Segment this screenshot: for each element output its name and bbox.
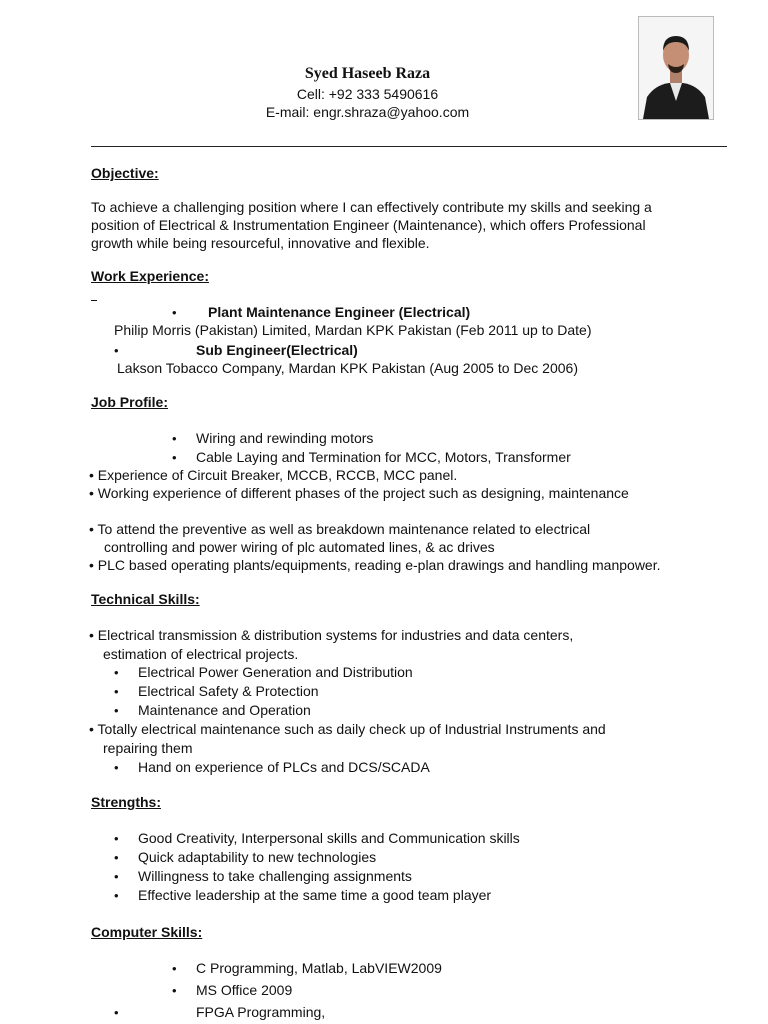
list-item: Electrical Power Generation and Distribution xyxy=(138,664,413,680)
candidate-name: Syed Haseeb Raza xyxy=(304,65,431,82)
header-divider xyxy=(91,146,727,147)
objective-line: To achieve a challenging position where I can effectively contribute my skills and seeking a xyxy=(91,199,652,215)
bullet-icon: • xyxy=(114,850,119,865)
job-title: Plant Maintenance Engineer (Electrical) xyxy=(208,304,471,320)
bullet-icon: • xyxy=(114,1005,119,1020)
list-item: Wiring and rewinding motors xyxy=(196,430,374,446)
bullet-icon: • xyxy=(172,450,177,465)
profile-line: • Experience of Circuit Breaker, MCCB, RCCB, MCC panel. xyxy=(89,467,458,483)
profile-line: • To attend the preventive as well as breakdown maintenance related to electrical xyxy=(89,521,591,537)
bullet-icon: • xyxy=(114,665,119,680)
list-item: Willingness to take challenging assignments xyxy=(138,868,412,884)
bullet-icon: • xyxy=(172,431,177,446)
objective-line: growth while being resourceful, innovative and flexible. xyxy=(91,235,430,251)
list-item: C Programming, Matlab, LabVIEW2009 xyxy=(196,960,442,976)
skill-line: • Electrical transmission & distribution systems for industries and data centers, xyxy=(89,627,574,643)
list-item: FPGA Programming, xyxy=(196,1004,326,1020)
job-company: Philip Morris (Pakistan) Limited, Mardan KPK Pakistan (Feb 2011 up to Date) xyxy=(114,322,592,338)
profile-line: • Working experience of different phases of the project such as designing, maintenance xyxy=(89,485,629,501)
skill-line: estimation of electrical projects. xyxy=(103,646,299,662)
work-experience-heading: Work Experience: xyxy=(91,268,210,284)
list-item: Cable Laying and Termination for MCC, Motors, Transformer xyxy=(196,449,571,465)
list-item: Electrical Safety & Protection xyxy=(138,683,319,699)
job-title: Sub Engineer(Electrical) xyxy=(196,342,358,358)
technical-skills-heading: Technical Skills: xyxy=(91,591,200,607)
bullet-icon: • xyxy=(114,869,119,884)
list-item: Maintenance and Operation xyxy=(138,702,311,718)
bullet-icon: • xyxy=(114,343,119,358)
bullet-icon: • xyxy=(114,684,119,699)
job-profile-heading: Job Profile: xyxy=(91,394,169,410)
stray-underline xyxy=(91,300,97,301)
job-company: Lakson Tobacco Company, Mardan KPK Pakistan (Aug 2005 to Dec 2006) xyxy=(117,360,578,376)
cell-number: Cell: +92 333 5490616 xyxy=(296,86,439,102)
list-item: Quick adaptability to new technologies xyxy=(138,849,377,865)
bullet-icon: • xyxy=(172,305,177,320)
bullet-icon: • xyxy=(114,831,119,846)
bullet-icon: • xyxy=(114,888,119,903)
email-address: E-mail: engr.shraza@yahoo.com xyxy=(265,104,470,120)
strengths-heading: Strengths: xyxy=(91,794,161,810)
skill-line: repairing them xyxy=(103,740,193,756)
skill-line: • Totally electrical maintenance such as daily check up of Industrial Instruments and xyxy=(89,721,606,737)
bullet-icon: • xyxy=(172,961,177,976)
bullet-icon: • xyxy=(172,983,177,998)
bullet-icon: • xyxy=(114,703,119,718)
profile-line: controlling and power wiring of plc automated lines, & ac drives xyxy=(104,539,495,555)
bullet-icon: • xyxy=(114,760,119,775)
objective-line: position of Electrical & Instrumentation Engineer (Maintenance), which offers Professional xyxy=(91,217,646,233)
list-item: Good Creativity, Interpersonal skills and Communication skills xyxy=(138,830,520,846)
objective-heading: Objective: xyxy=(91,165,159,181)
profile-line: • PLC based operating plants/equipments, reading e-plan drawings and handling manpower. xyxy=(89,557,661,573)
list-item: MS Office 2009 xyxy=(196,982,293,998)
profile-photo xyxy=(638,16,714,120)
list-item: Hand on experience of PLCs and DCS/SCADA xyxy=(138,759,430,775)
list-item: Effective leadership at the same time a good team player xyxy=(138,887,492,903)
computer-skills-heading: Computer Skills: xyxy=(91,924,203,940)
